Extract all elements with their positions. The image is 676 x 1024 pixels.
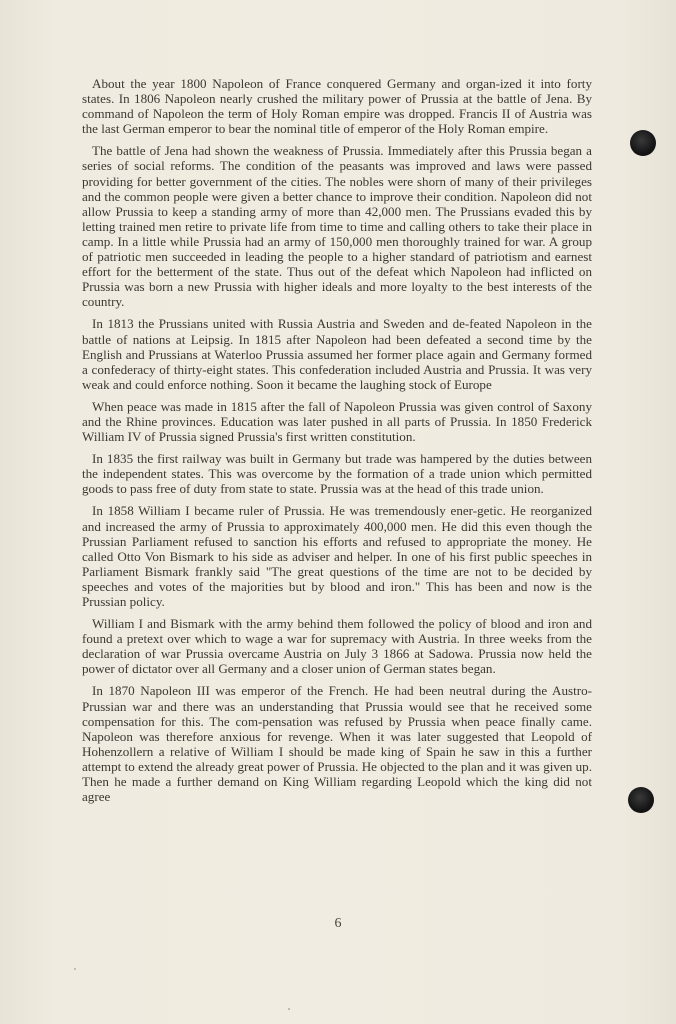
paragraph-peace-1815: When peace was made in 1815 after the fall of Napoleon Prussia was given control of Saxony and the Rhine provinces. Education was later pushed in all parts of Prussia. In 1850 Frederick William IV of Prussia signed Prussia's first written constitution.: [82, 398, 592, 445]
punch-hole-top: [630, 130, 656, 156]
paragraph-napoleon-iii: In 1870 Napoleon III was emperor of the French. He had been neutral during the Austro-Prussian war and there was an understanding that Prussia would see that he received some compensation for this. The com-pensation was refused by Prussia when peace finally came. Napoleon was therefore anxious for revenge. When it was later suggested that Leopold of Hohenzollern a relative of William I should be made king of Spain he saw in this a further attempt to extend the already great power of Prussia. He objected to the plan and it was given up. Then he made a further demand on King William regarding Leopold which the king did not agree: [82, 683, 592, 805]
page-number: 6: [334, 916, 342, 931]
punch-hole-bottom: [628, 787, 654, 813]
paper-speck: [288, 1008, 290, 1010]
paper-speck: [74, 968, 76, 970]
body-text: [82, 76, 592, 811]
paragraph-railway-1835: In 1835 the first railway was built in Germany but trade was hampered by the duties between the independent states. This was overcome by the formation of a trade union which permitted goods to pass free of duty from state to state. Prussia was at the head of this trade union.: [82, 451, 592, 497]
paragraph-napoleon-conquest: About the year 1800 Napoleon of France conquered Germany and organ-ized it into forty states. In 1806 Napoleon nearly crushed the military power of Prussia at the battle of Jena. By command of Napoleon the term of Holy Roman empire was dropped. Francis II of Austria was the last German emperor to bear the nominal title of emperor of the Holy Roman empire.: [82, 76, 592, 137]
paragraph-william-i: In 1858 William I became ruler of Prussia. He was tremendously ener-getic. He reorganized and increased the army of Prussia to approximately 400,000 men. He did this even though the Prussian Parliament refused to sanction his efforts and refused to appropriate the money. He called Otto Von Bismark to his side as adviser and helper. In one of his first public speeches in Parliament Bismark frankly said "The great questions of the time are not to be decided by speeches and votes of the majorities but by blood and iron." This has been and now is the Prussian policy.: [82, 503, 592, 609]
paragraph-battle-of-jena: The battle of Jena had shown the weakness of Prussia. Immediately after this Prussia began a series of social reforms. The condition of the peasants was improved and laws were passed providing for better government of the cities. The nobles were shorn of many of their privileges and the common people were given a better chance to improve their condition. Napoleon did not allow Prussia to keep a standing army of more than 42,000 men. The Prussians evaded this by letting trained men retire to private life from time to time and calling others to take their place in camp. In a little while Prussia had an army of 150,000 men thoroughly trained for war. A group of patriotic men succeeded in leading the people to a higher standard of patriotism and earnest effort for the betterment of the state. Thus out of the defeat which Napoleon had inflicted on Prussia was born a new Prussia with higher ideals and more loyalty to the best interests of the country.: [82, 143, 592, 310]
paragraph-bismark-austria: William I and Bismark with the army behind them followed the policy of blood and iron and found a pretext over which to wage a war for supremacy with Austria. In three weeks from the declaration of war Prussia overcame Austria on July 3 1866 at Sadowa. Prussia now held the power of dictator over all Germany and a closer union of German states began.: [82, 616, 592, 677]
paragraph-1813-alliance: In 1813 the Prussians united with Russia Austria and Sweden and de-feated Napoleon in the battle of nations at Leipsig. In 1815 after Napoleon had been defeated a second time by the English and Prussians at Waterloo Prussia assumed her former place again and Germany formed a confederacy of thirty-eight states. This confederation included Austria and Prussia. It was very weak and could enforce nothing. Soon it became the laughing stock of Europe: [82, 316, 592, 392]
